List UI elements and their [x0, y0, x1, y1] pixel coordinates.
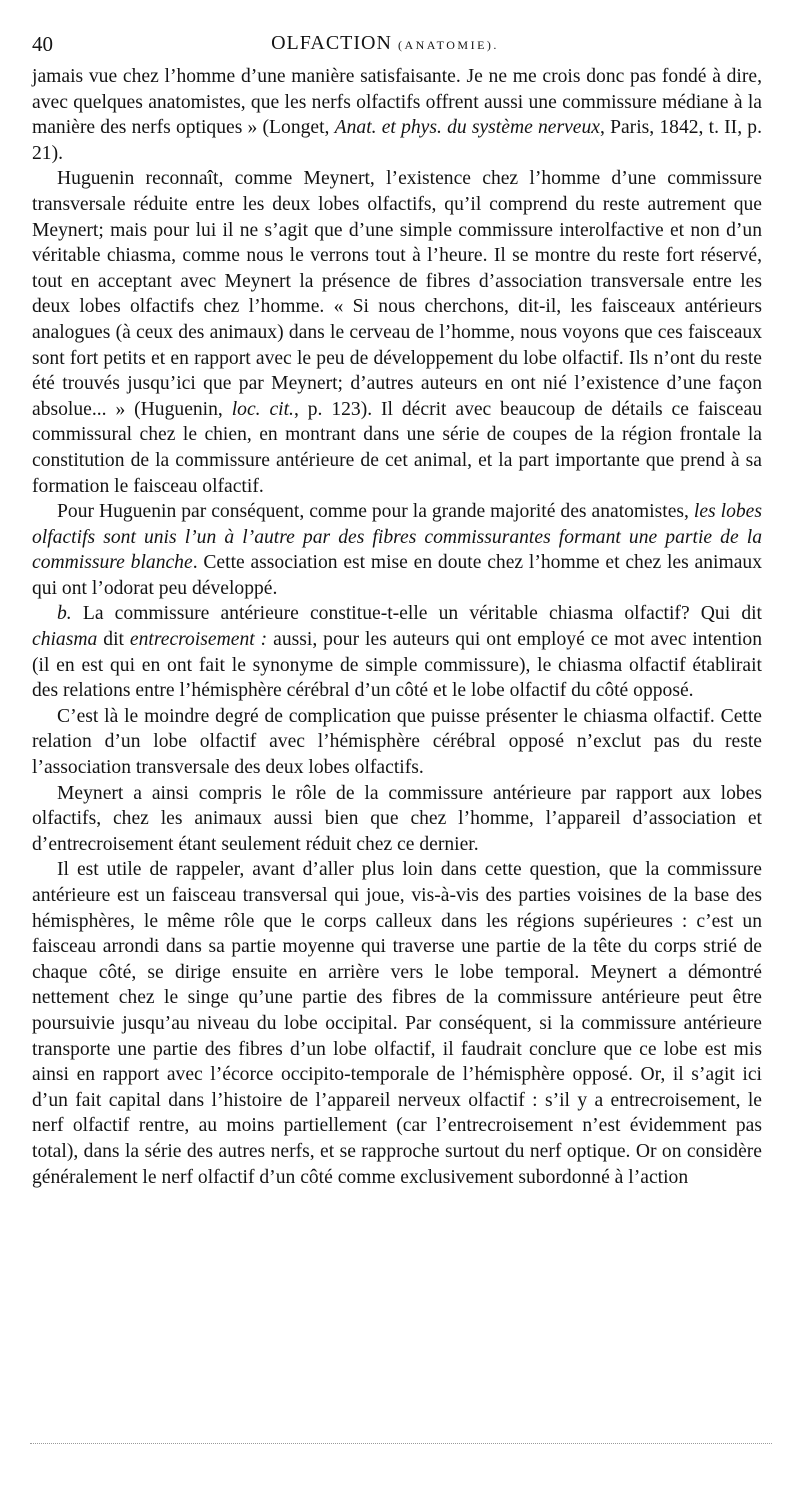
footer-rule	[30, 1443, 772, 1444]
text-run: aussi, pour les auteurs qui ont employé ce mot avec intention (il en est qui en ont fait le synonyme de simple commissure), le chiasma olfactif établirait des relations entre l’hémisphère cérébral d’un côté et le lobe olfactif du côté opposé.	[32, 629, 763, 702]
text-run: C’est là le moindre degré de complication que puisse présenter le chiasma olfactif. Cette relation d’un lobe olfactif avec l’hémisphère cérébral opposé n’exclut pas du reste l’association transversale des deux lobes olfactifs.	[32, 705, 762, 779]
paragraph	[32, 166, 762, 499]
text-run: dit	[97, 629, 130, 651]
text-run: jamais vue chez l’homme d’une manière satisfaisante. Je ne me crois donc pas fondé à dire, avec quelques anatomistes, que les nerfs olfactifs offrent aussi une commissure médiane à la manière des nerfs optiques » (Longet,	[32, 66, 762, 139]
text-run: Il est utile de rappeler, avant d’aller plus loin dans cette question, que la commissure antérieure est un faisceau transversal qui joue, vis-à-vis des parties voisines de la base des hémisphères, le même rôle que le corps calleux dans les régions supérieures : c’est un faisceau arrondi dans sa partie moyenne qui traverse une partie de la tête du corps strié de chaque côté, se dirige ensuite en arrière vers le lobe temporal. Meynert a démontré nettement chez le singe qu’une partie des fibres de la commissure antérieure peut être poursuivie jusqu’au niveau du lobe occipital. Par conséquent, si la commissure antérieure transporte une partie des fibres d’un lobe olfactif, il faudrait conclure que ce lobe est mis ainsi en rapport avec l’écorce occipito-temporale de l’hémisphère opposé. Or, il s’agit ici d’un fait capital dans l’histoire de l’appareil nerveux olfactif : s’il y a entrecroisement, le nerf olfactif rentre, au moins partiellement (car l’entrecroisement n’est évidemment pas total), dans la série des autres nerfs, et se rapproche surtout du nerf optique. Or on considère généralement le nerf olfactif d’un côté comme exclusivement subordonné à l’action	[32, 859, 762, 1188]
paragraph	[32, 601, 762, 703]
text-run: , p. 123). Il décrit avec beaucoup de détails ce faisceau commissural chez le chien, en montrant dans une série de coupes de la région frontale la constitution de la commissure antérieure de cet animal, et la part importante que prend à sa formation le faisceau olfactif.	[32, 398, 762, 497]
text-run: Pour Huguenin par conséquent, comme pour la grande majorité des anatomistes,	[57, 501, 694, 523]
running-title-sub: (ANATOMIE).	[397, 38, 499, 52]
italic-text: b.	[57, 603, 72, 625]
text-run: , Paris, 1842, t. II, p. 21).	[32, 117, 762, 164]
italic-text: entrecroisement :	[129, 629, 268, 651]
running-title	[32, 32, 738, 55]
paragraph	[32, 857, 762, 1190]
running-title-main: OLFACTION	[271, 32, 392, 54]
text-run: La commissure antérieure constitue-t-elle un véritable chiasma olfactif? Qui dit	[71, 603, 762, 625]
paragraph	[32, 499, 762, 601]
body-text	[32, 64, 762, 1190]
text-run: . Cette association est mise en doute chez l’homme et chez les animaux qui ont l’odorat peu développé.	[32, 552, 762, 599]
paragraph	[32, 781, 762, 858]
paragraph	[32, 704, 762, 781]
running-head	[32, 32, 738, 62]
italic-text: loc. cit.	[231, 398, 294, 420]
paragraph	[32, 64, 762, 166]
italic-text: Anat. et phys. du système nerveux	[334, 117, 600, 139]
italic-text: les lobes olfactifs sont unis l’un à l’autre par des fibres commissurantes formant une partie de la commissure blanche	[32, 501, 762, 574]
text-run: Meynert a ainsi compris le rôle de la commissure antérieure par rapport aux lobes olfactifs, chez les animaux aussi bien que chez l’homme, l’appareil d’association et d’entrecroisement étant seulement réduit chez ce dernier.	[32, 782, 762, 855]
page-number: 40	[32, 32, 53, 56]
italic-text: chiasma	[32, 629, 98, 651]
text-run: Huguenin reconnaît, comme Meynert, l’existence chez l’homme d’une commissure transversale réduite entre les deux lobes olfactifs, qu’il comprend du reste autrement que Meynert; mais pour lui il ne s’agit que d’une simple commissure interolfactive et non d’un véritable chiasma, comme nous le verrons tout à l’heure. Il se montre du reste fort réservé, tout en acceptant avec Meynert la présence de fibres d’association transversale entre les deux lobes olfactifs chez l’homme. « Si nous cherchons, dit-il, les faisceaux antérieurs analogues (à ceux des animaux) dans le cerveau de l’homme, nous voyons que ces faisceaux sont fort petits et en rapport avec le peu de développement du lobe olfactif. Ils n’ont du reste été trouvés jusqu’ici que par Meynert; d’autres auteurs en ont nié l’existence d’une façon absolue... » (Huguenin,	[32, 168, 762, 420]
